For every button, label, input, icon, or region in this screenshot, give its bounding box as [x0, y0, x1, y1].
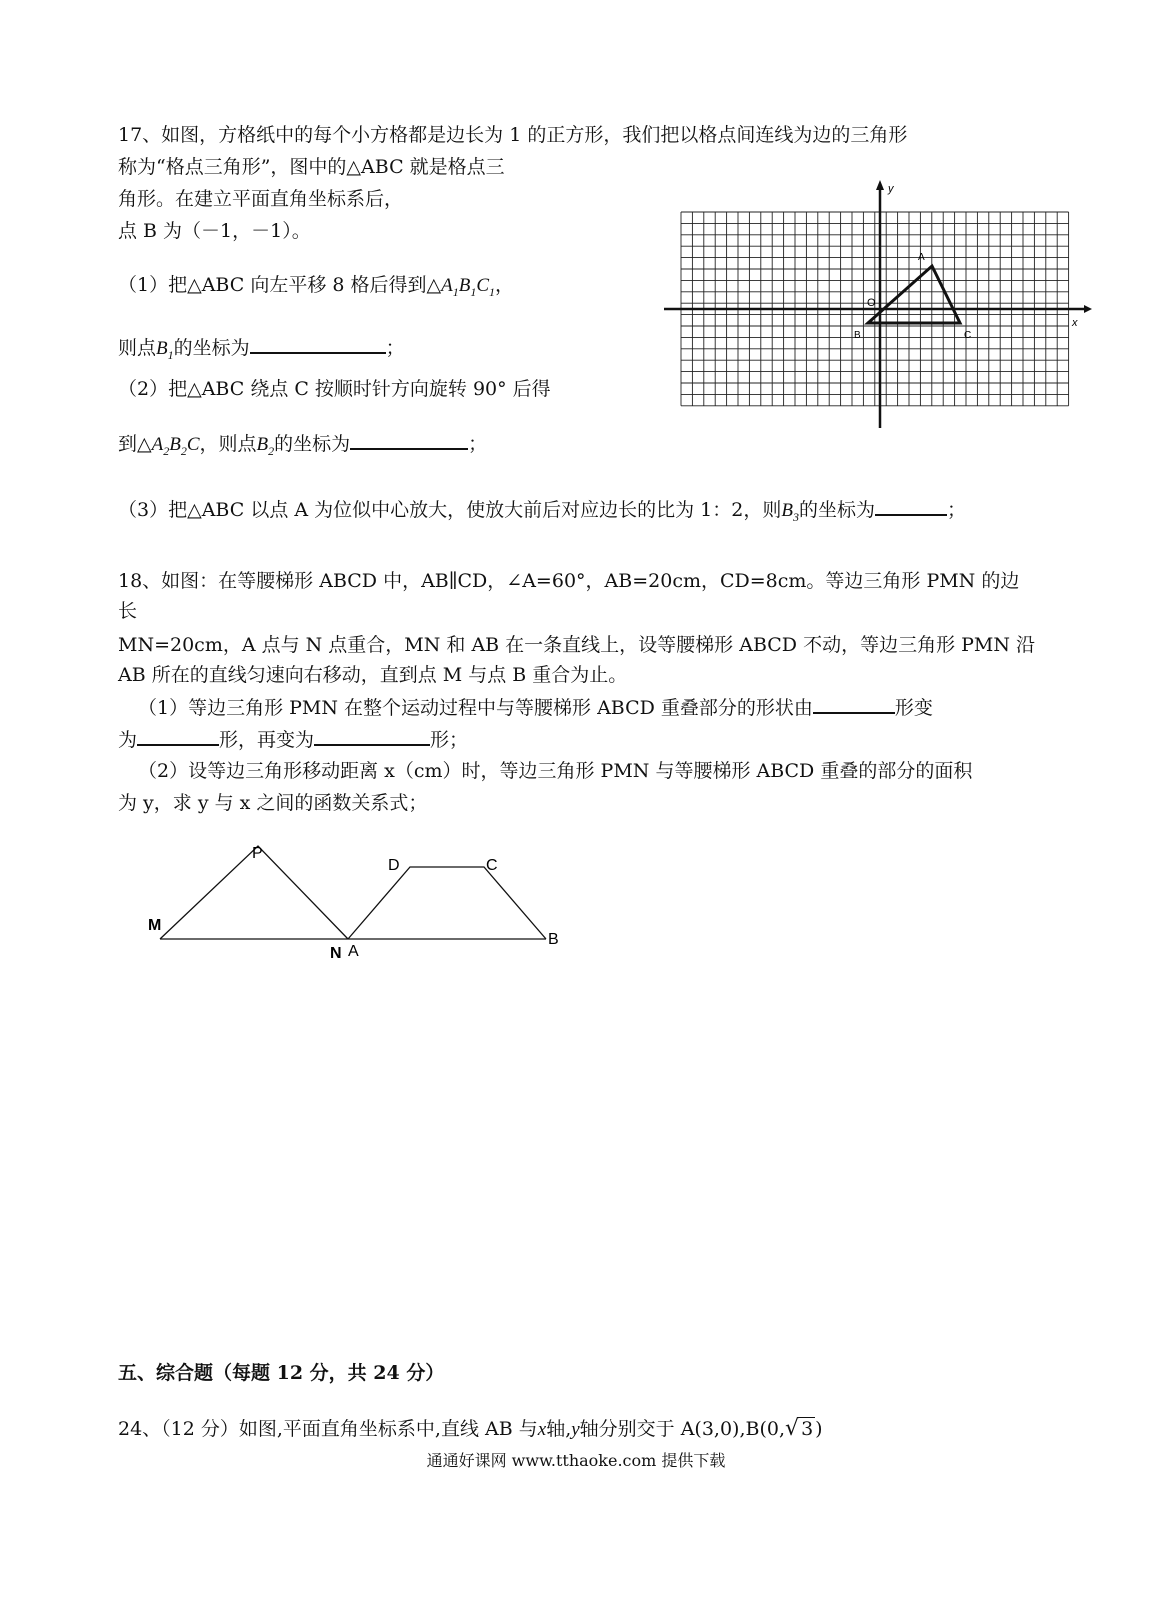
- answer-blank-shape2[interactable]: [137, 726, 219, 746]
- point-c-label: C: [964, 330, 972, 341]
- q18-part1-cont: 为 形，再变为 形；: [118, 726, 468, 753]
- q17-line3: 角形。在建立平面直角坐标系后，: [118, 188, 404, 210]
- q18-part2-line1: （2）设等边三角形移动距离 x（cm）时，等边三角形 PMN 与等腰梯形 ABCD 重叠的部分的面积: [138, 760, 973, 782]
- x-symbol: x: [537, 1419, 547, 1440]
- answer-blank-b3[interactable]: [875, 496, 947, 516]
- answer-blank-b1[interactable]: [250, 334, 386, 354]
- label-m: M: [148, 917, 162, 934]
- point-b2: $B_2$: [256, 434, 275, 458]
- page-footer: 通通好课网 www.tthaoke.com 提供下载: [426, 1451, 726, 1470]
- answer-blank-shape1[interactable]: [813, 694, 895, 714]
- trapezoid-abcd: [348, 867, 546, 939]
- point-b-label: B: [854, 330, 861, 341]
- q18-line3: AB 所在的直线匀速向右移动，直到点 M 与点 B 重合为止。: [118, 664, 628, 686]
- point-a-label: A: [918, 252, 925, 263]
- section5-title: 五、综合题（每题 12 分，共 24 分）: [118, 1362, 445, 1384]
- q18-part1: （1）等边三角形 PMN 在整个运动过程中与等腰梯形 ABCD 重叠部分的形状由 形变: [138, 694, 933, 721]
- label-b: B: [548, 931, 559, 948]
- x-axis-arrow: [1084, 305, 1092, 313]
- coordinate-grid-figure: [664, 178, 1094, 438]
- q17-part2: （2）把△ABC 绕点 C 按顺时针方向旋转 90° 后得: [118, 378, 551, 400]
- label-d: D: [388, 857, 400, 874]
- q17-line1: 17、如图，方格纸中的每个小方格都是边长为 1 的正方形，我们把以格点间连线为边的三角形: [118, 124, 908, 146]
- answer-blank-b2[interactable]: [350, 430, 468, 450]
- y-axis-arrow: [876, 180, 884, 190]
- q17-part1-text: （1）把△ABC 向左平移 8 格后得到△: [118, 274, 442, 296]
- q17-part2-answer: 到$\triangle A_2B_2C$，则点$B_2$的坐标为 ；: [118, 430, 487, 464]
- answer-blank-shape3[interactable]: [314, 726, 430, 746]
- point-b3: $B_3$: [781, 500, 799, 524]
- q18-part2-line2: 为 y，求 y 与 x 之间的函数关系式；: [118, 792, 428, 814]
- y-axis-label: y: [888, 183, 894, 195]
- label-n: N: [330, 945, 342, 962]
- q17-line4: 点 B 为（－1，－1）。: [118, 220, 311, 242]
- q18-line1b: 长: [118, 600, 138, 622]
- origin-label: O: [867, 297, 876, 309]
- q17-part1-answer: 则点$B_1$的坐标为 ；: [118, 334, 405, 368]
- trapezoid-triangle-figure: [140, 832, 580, 972]
- label-p: P: [252, 845, 263, 862]
- triangle-a2b2c: $A_2B_2C$: [151, 434, 200, 458]
- y-symbol: y: [571, 1419, 580, 1440]
- x-axis-label: x: [1072, 317, 1078, 329]
- q17-part1: （1）把△ABC 向左平移 8 格后得到$\triangle A_1B_1C_1$，: [118, 274, 515, 299]
- q24-line: 24、（12 分）如图,平面直角坐标系中,直线 AB 与x轴,y轴分别交于 A(3,0),B(0,√ 3 ): [118, 1416, 823, 1441]
- q17-line2: 称为“格点三角形”，图中的△ABC 就是格点三: [118, 156, 505, 178]
- label-c: C: [486, 857, 498, 874]
- triangle-a1b1c1: $A_1B_1C_1$: [441, 275, 495, 299]
- sqrt-three: √ 3: [785, 1416, 814, 1441]
- label-a: A: [348, 943, 359, 960]
- q17-part3: （3）把△ABC 以点 A 为位似中心放大，使放大前后对应边长的比为 1：2，则$B_3$的坐标为 ；: [118, 496, 966, 530]
- q18-line1: 18、如图：在等腰梯形 ABCD 中，AB∥CD，∠A=60°，AB=20cm，CD=8cm。等边三角形 PMN 的边: [118, 570, 1020, 592]
- point-b1: $B_1$: [156, 338, 174, 362]
- q18-line2: MN=20cm，A 点与 N 点重合，MN 和 AB 在一条直线上，设等腰梯形 ABCD 不动，等边三角形 PMN 沿: [118, 634, 1036, 656]
